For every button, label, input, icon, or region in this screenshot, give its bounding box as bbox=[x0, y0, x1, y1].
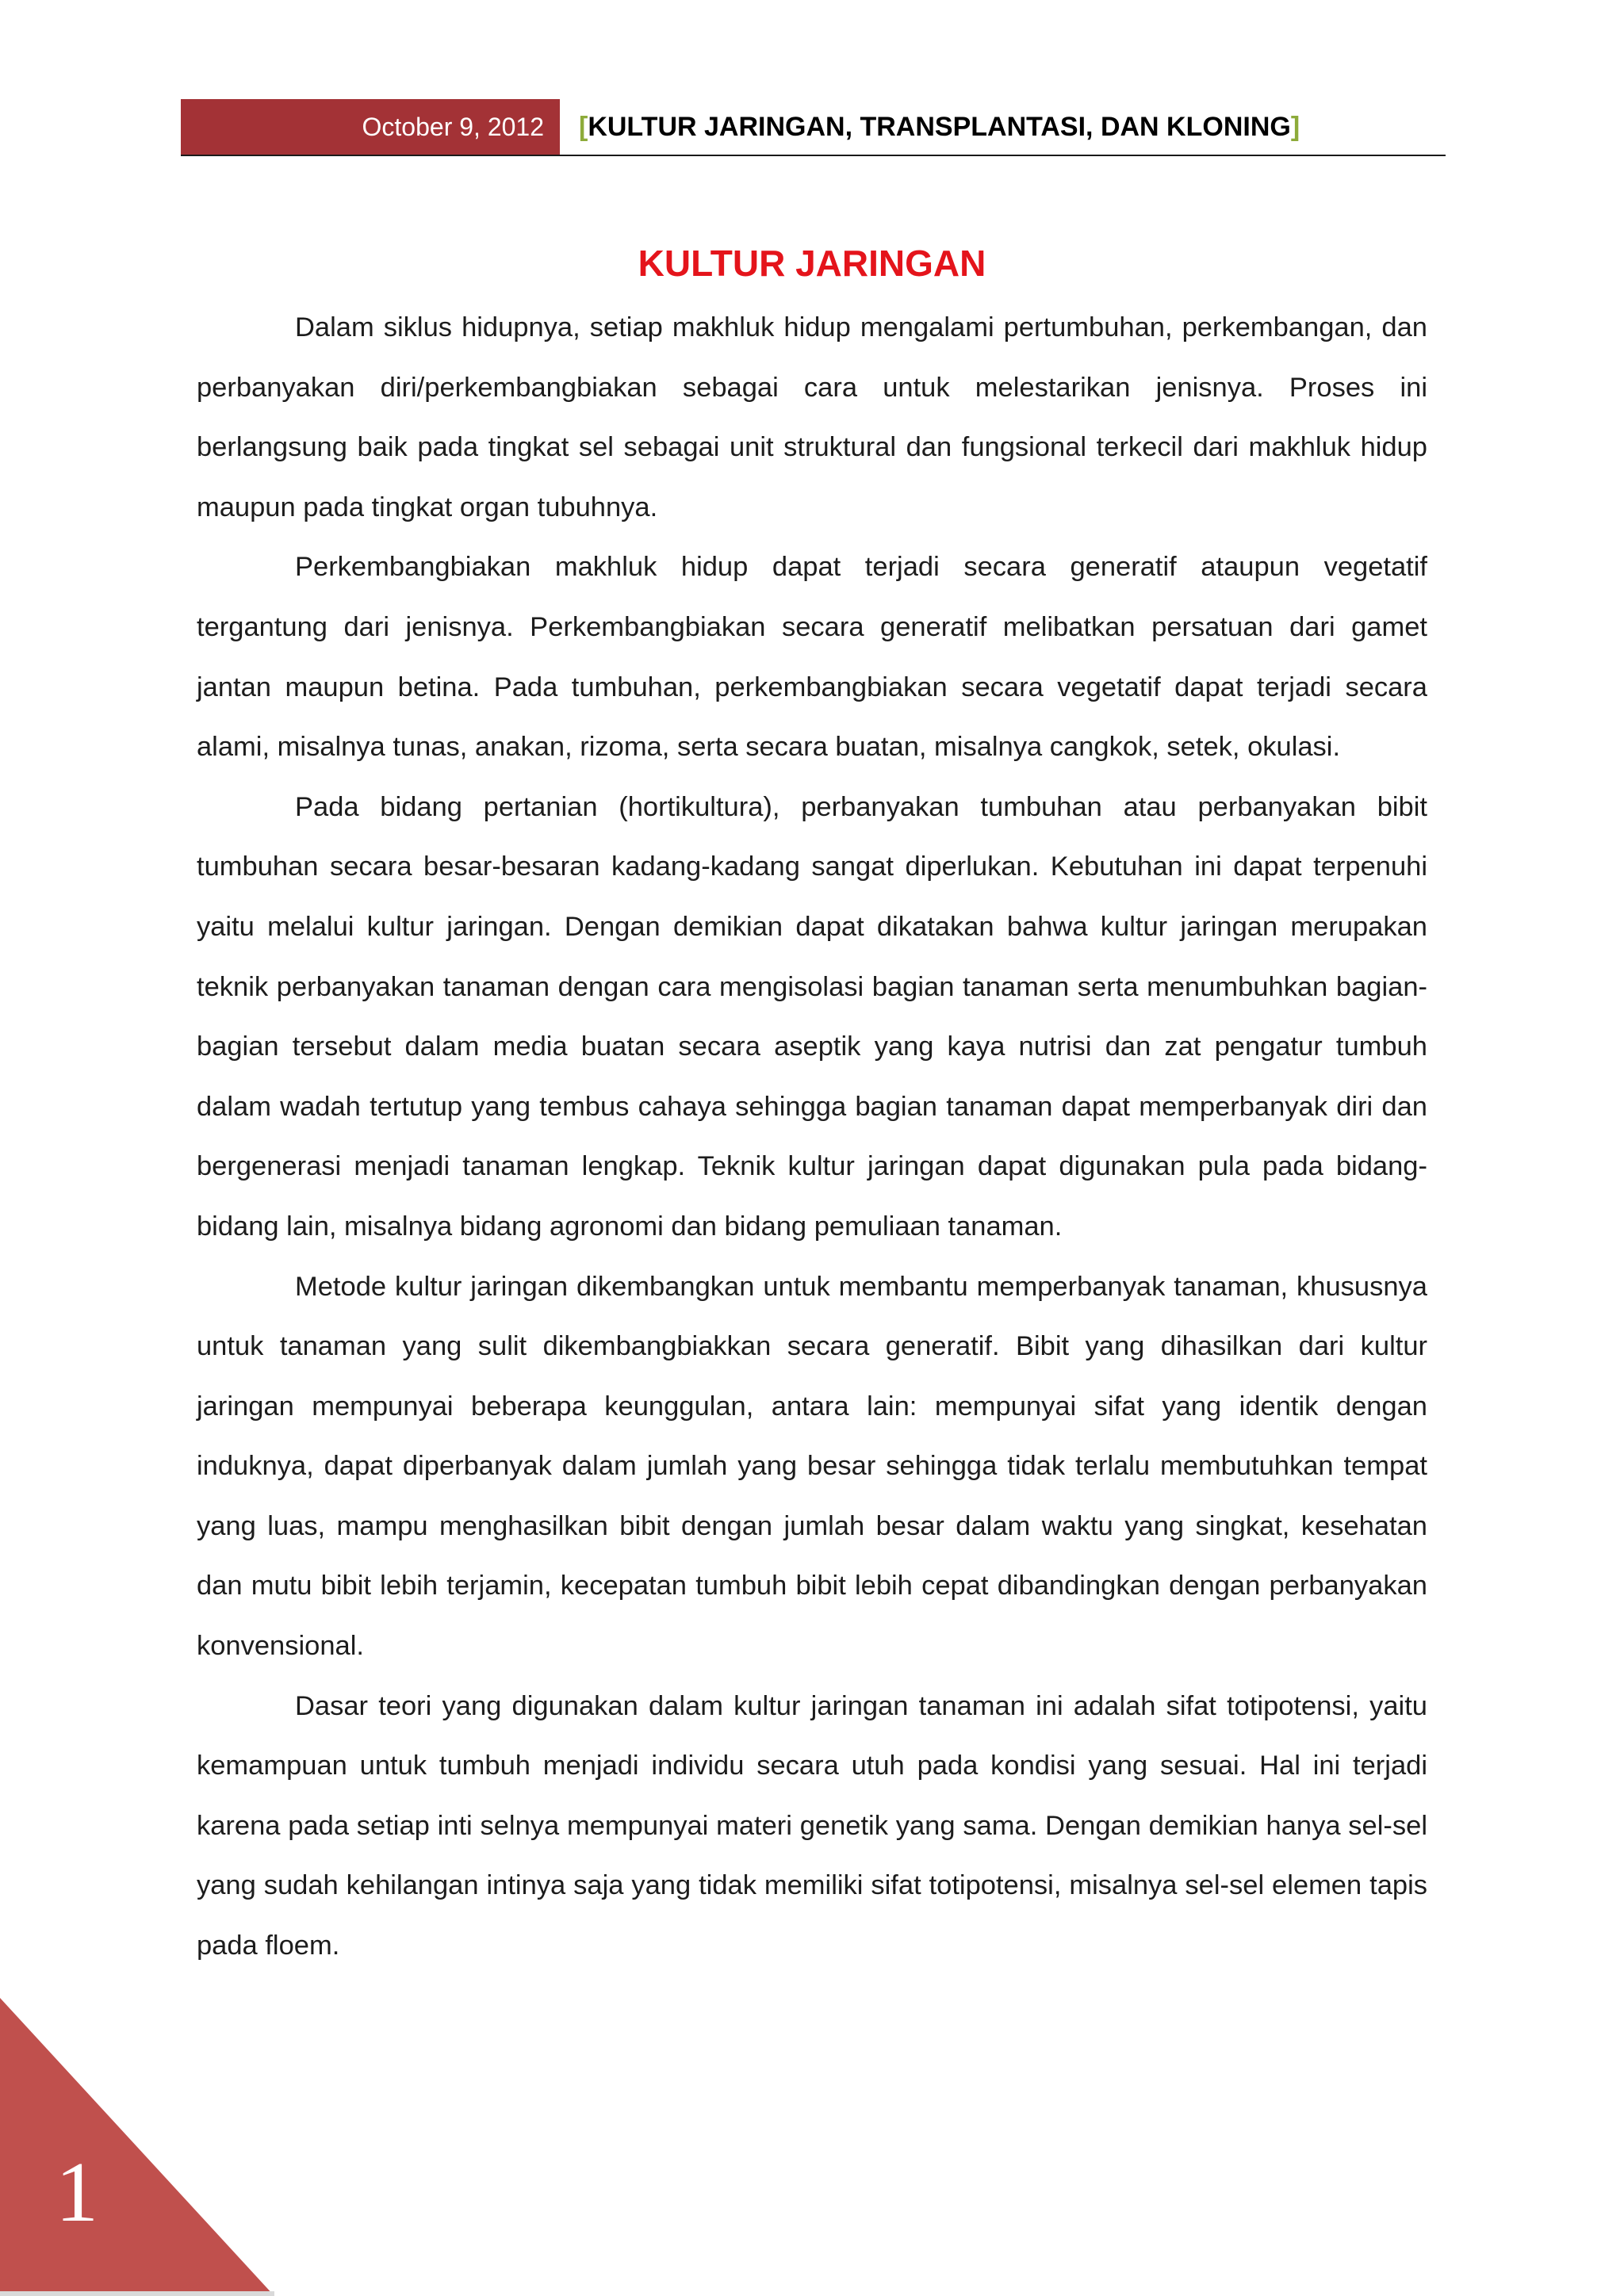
header-bracket-close: ] bbox=[1290, 111, 1300, 142]
document-body bbox=[197, 298, 1427, 1976]
paragraph-2: Perkembangbiakan makhluk hidup dapat terjadi secara generatif ataupun vegetatif tergantung dari jenisnya. Perkembangbiakan secara generatif melibatkan persatuan dari gamet jantan maupun betina. Pada tumbuhan, perkembangbiakan secara vegetatif dapat terjadi secara alami, misalnya tunas, anakan, rizoma, serta secara buatan, misalnya cangkok, setek, okulasi. bbox=[197, 552, 1427, 763]
paragraph-3: Pada bidang pertanian (hortikultura), perbanyakan tumbuhan atau perbanyakan bibit tumbuhan secara besar-besaran kadang-kadang sangat diperlukan. Kebutuhan ini dapat terpenuhi yaitu melalui kultur jaringan. Dengan demikian dapat dikatakan bahwa kultur jaringan merupakan teknik perbanyakan tanaman dengan cara mengisolasi bagian tanaman serta menumbuhkan bagian-bagian tersebut dalam media buatan secara aseptik yang kaya nutrisi dan zat pengatur tumbuh dalam wadah tertutup yang tembus cahaya sehingga bagian tanaman dapat memperbanyak diri dan bergenerasi menjadi tanaman lengkap. Teknik kultur jaringan dapat digunakan pula pada bidang-bidang lain, misalnya bidang agronomi dan bidang pemuliaan tanaman. bbox=[197, 791, 1427, 1242]
page-corner-triangle bbox=[0, 1998, 274, 2296]
document-title: KULTUR JARINGAN bbox=[638, 243, 986, 284]
paragraph-5: Dasar teori yang digunakan dalam kultur jaringan tanaman ini adalah sifat totipotensi, yaitu kemampuan untuk tumbuh menjadi individu secara utuh pada kondisi yang sesuai. Hal ini terjadi karena pada setiap inti selnya mempunyai materi genetik yang sama. Dengan demikian hanya sel-sel yang sudah kehilangan intinya saja yang tidak memiliki sifat totipotensi, misalnya sel-sel elemen tapis pada floem. bbox=[197, 1690, 1427, 1961]
header-bracket-open: [ bbox=[579, 111, 588, 142]
header-title-text: KULTUR JARINGAN, TRANSPLANTASI, DAN KLONING bbox=[588, 111, 1291, 142]
header-rule bbox=[181, 155, 1446, 156]
paragraph-1: Dalam siklus hidupnya, setiap makhluk hidup mengalami pertumbuhan, perkembangan, dan perbanyakan diri/perkembangbiakan sebagai cara untuk melestarikan jenisnya. Proses ini berlangsung baik pada tingkat sel sebagai unit struktural dan fungsional terkecil dari makhluk hidup maupun pada tingkat organ tubuhnya. bbox=[197, 312, 1427, 522]
corner-shadow bbox=[0, 2291, 274, 2296]
header-date: October 9, 2012 bbox=[181, 99, 560, 155]
corner-triangle-shape bbox=[0, 1998, 274, 2296]
header-title bbox=[579, 99, 1300, 155]
paragraph-4: Metode kultur jaringan dikembangkan untuk membantu memperbanyak tanaman, khususnya untuk tanaman yang sulit dikembangbiakkan secara generatif. Bibit yang dihasilkan dari kultur jaringan mempunyai beberapa keunggulan, antara lain: mempunyai sifat yang identik dengan induknya, dapat diperbanyak dalam jumlah yang besar sehingga tidak terlalu membutuhkan tempat yang luas, mampu menghasilkan bibit dengan jumlah besar dalam waktu yang singkat, kesehatan dan mutu bibit lebih terjamin, kecepatan tumbuh bibit lebih cepat dibandingkan dengan perbanyakan konvensional. bbox=[197, 1271, 1427, 1662]
page-number: 1 bbox=[56, 2145, 98, 2240]
